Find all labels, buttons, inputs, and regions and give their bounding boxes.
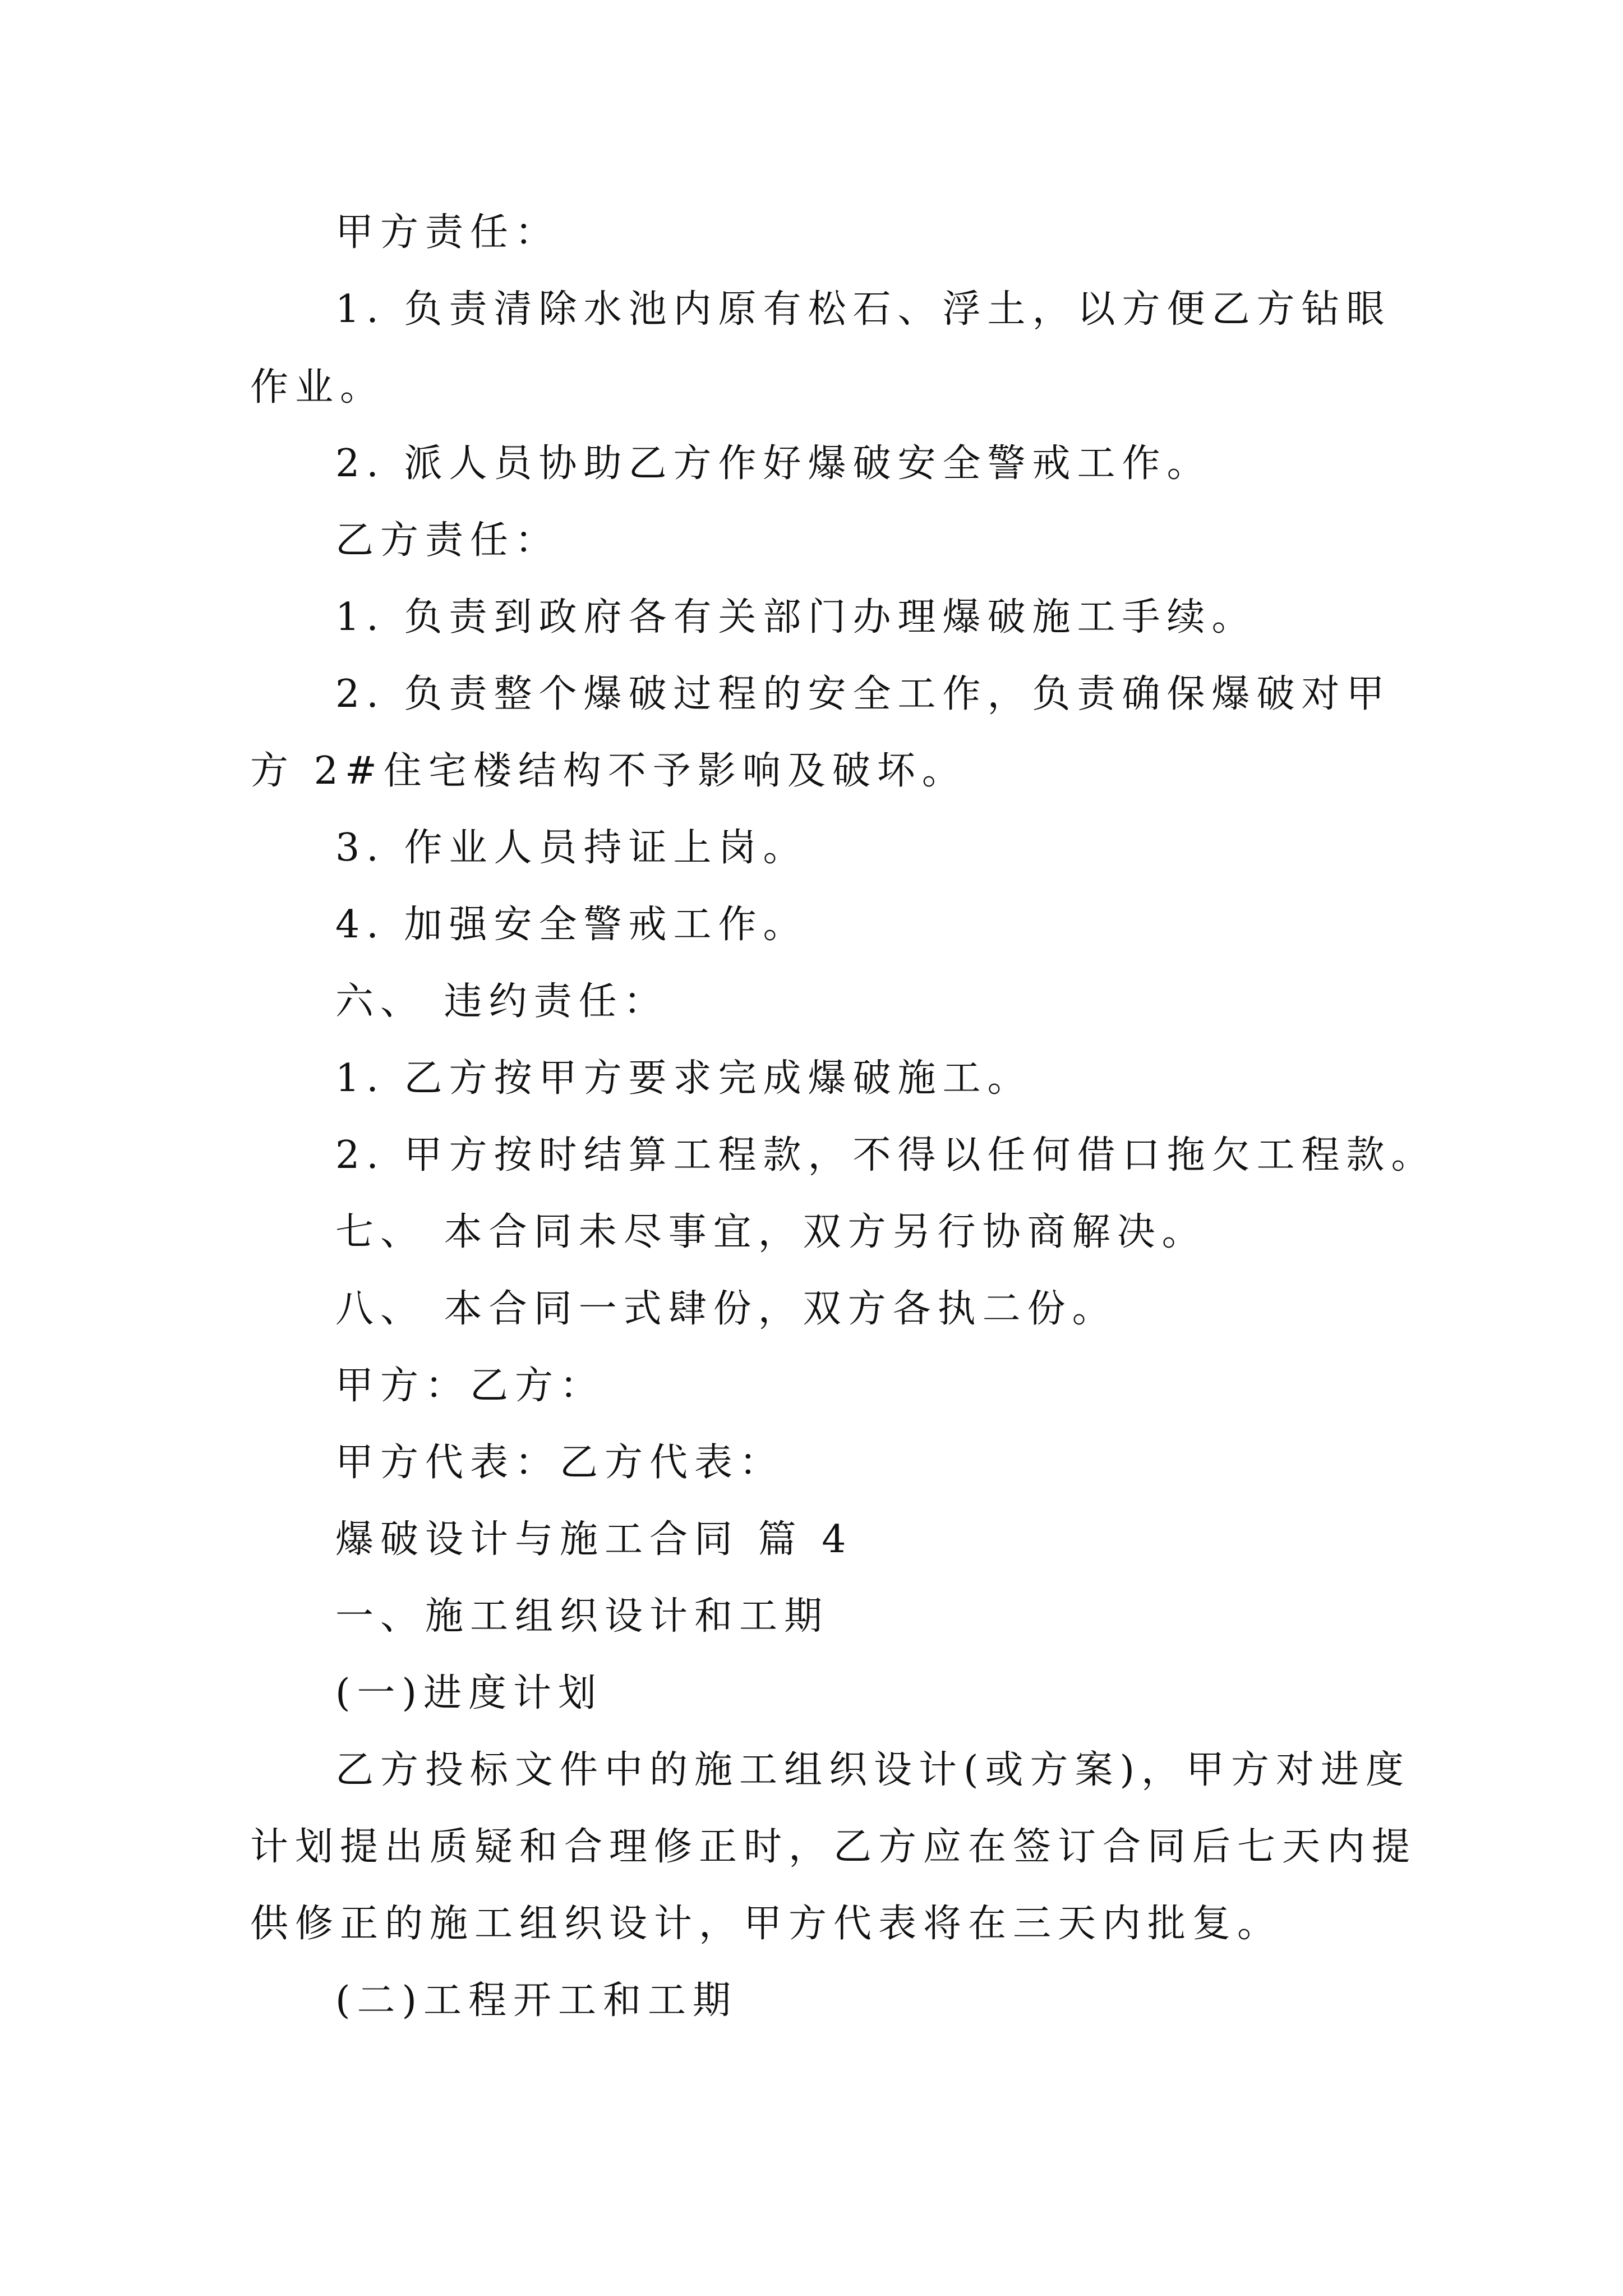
text-line: (一)进度计划: [335, 1671, 603, 1715]
text-line: 2. 负责整个爆破过程的安全工作，负责确保爆破对甲: [335, 672, 1391, 716]
text-line: (二)工程开工和工期: [335, 1978, 738, 2023]
text-line: 乙方投标文件中的施工组织设计(或方案)，甲方对进度: [335, 1748, 1411, 1792]
text-line: 甲方：乙方：: [335, 1364, 605, 1408]
text-line: 一、施工组织设计和工期: [335, 1594, 829, 1639]
text-line: 1. 乙方按甲方要求完成爆破施工。: [335, 1056, 1032, 1101]
text-line: 作业。: [250, 365, 385, 409]
text-line: 1. 负责到政府各有关部门办理爆破施工手续。: [335, 595, 1257, 639]
section-heading: 爆破设计与施工合同 篇 4: [335, 1517, 853, 1562]
text-line: 甲方代表：乙方代表：: [335, 1441, 785, 1485]
text-line: 供修正的施工组织设计，甲方代表将在三天内批复。: [250, 1902, 1283, 1946]
text-line: 甲方责任：: [335, 210, 560, 255]
text-line: 七、 本合同未尽事宜，双方另行协商解决。: [335, 1210, 1207, 1254]
text-line: 六、 违约责任：: [335, 979, 668, 1024]
text-line: 2. 派人员协助乙方作好爆破安全警戒工作。: [335, 441, 1212, 486]
text-line: 4. 加强安全警戒工作。: [335, 903, 808, 947]
text-line: 方 2#住宅楼结构不予影响及破坏。: [250, 749, 967, 793]
text-line: 乙方责任：: [335, 518, 560, 563]
text-line: 计划提出质疑和合理修正时，乙方应在签订合同后七天内提: [250, 1825, 1417, 1869]
text-line: 2. 甲方按时结算工程款，不得以任何借口拖欠工程款。: [335, 1133, 1436, 1177]
text-line: 八、 本合同一式肆份，双方各执二份。: [335, 1287, 1117, 1331]
text-line: 1. 负责清除水池内原有松石、浮土，以方便乙方钻眼: [335, 287, 1391, 332]
text-line: 3. 作业人员持证上岗。: [335, 826, 808, 870]
